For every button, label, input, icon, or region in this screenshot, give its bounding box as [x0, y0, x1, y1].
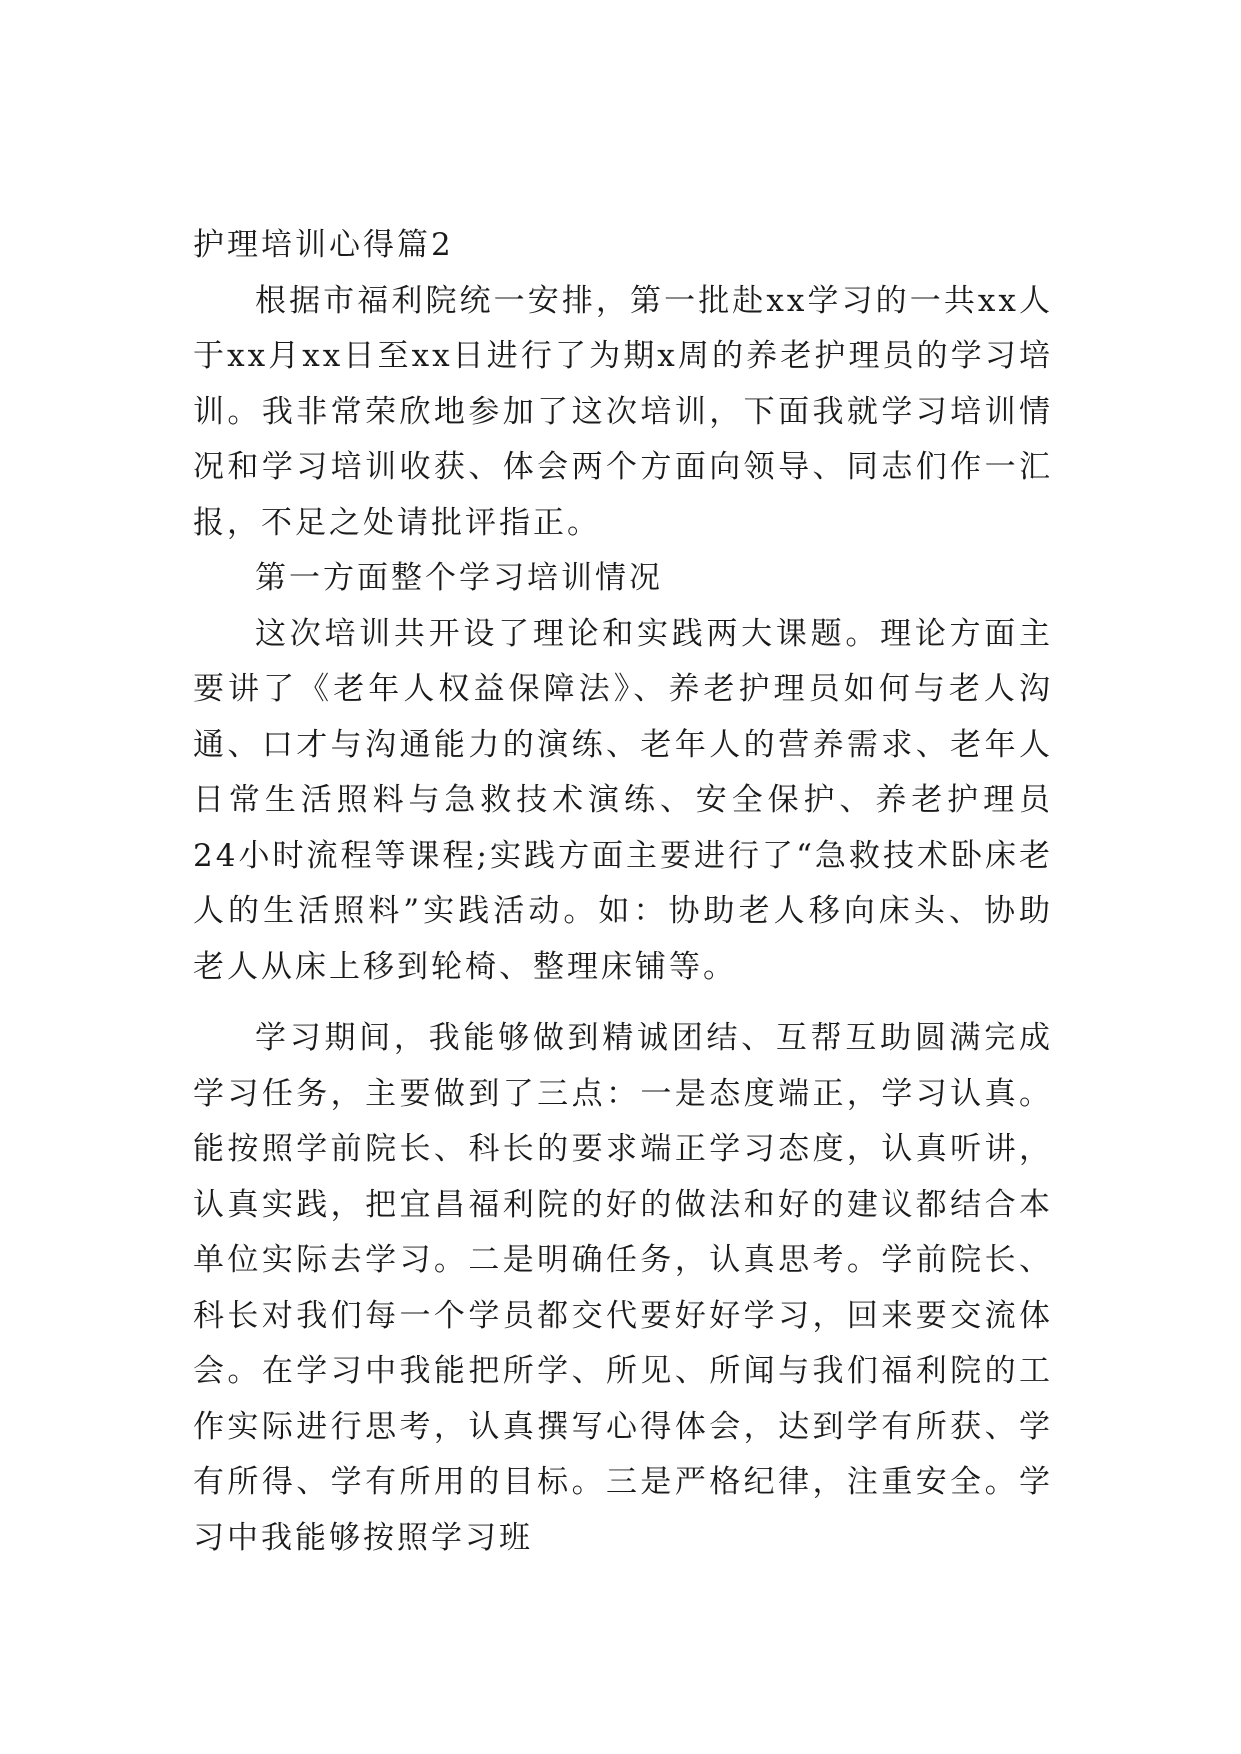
- section-heading: 第一方面整个学习培训情况: [255, 560, 663, 596]
- paragraph-training-content: 这次培训共开设了理论和实践两大课题。理论方面主要讲了《老年人权益保障法》、养老护理员如何与老人沟通、口才与沟通能力的演练、老年人的营养需求、老年人日常生活照料与急救技术演练、安全保护、养老护理员24小时流程等课程;实践方面主要进行了“急救技术卧床老人的生活照料”实践活动。如：协助老人移向床头、协助老人从床上移到轮椅、整理床铺等。: [193, 615, 1053, 985]
- paragraph-gap: [193, 995, 1053, 1011]
- document-title: 护理培训心得篇2: [193, 227, 454, 263]
- paragraph-study-period: 学习期间，我能够做到精诚团结、互帮互助圆满完成学习任务，主要做到了三点：一是态度端正，学习认真。能按照学前院长、科长的要求端正学习态度，认真听讲，认真实践，把宜昌福利院的好的做法和好的建议都结合本单位实际去学习。二是明确任务，认真思考。学前院长、科长对我们每一个学员都交代要好好学习，回来要交流体会。在学习中我能把所学、所见、所闻与我们福利院的工作实际进行思考，认真撰写心得体会，达到学有所获、学有所得、学有所用的目标。三是严格纪律，注重安全。学习中我能够按照学习班: [193, 1020, 1053, 1556]
- paragraph-intro: 根据市福利院统一安排，第一批赴xx学习的一共xx人于xx月xx日至xx日进行了为期x周的养老护理员的学习培训。我非常荣欣地参加了这次培训，下面我就学习培训情况和学习培训收获、体会两个方面向领导、同志们作一汇报，不足之处请批评指正。: [193, 282, 1053, 541]
- document-body: [193, 218, 1053, 1566]
